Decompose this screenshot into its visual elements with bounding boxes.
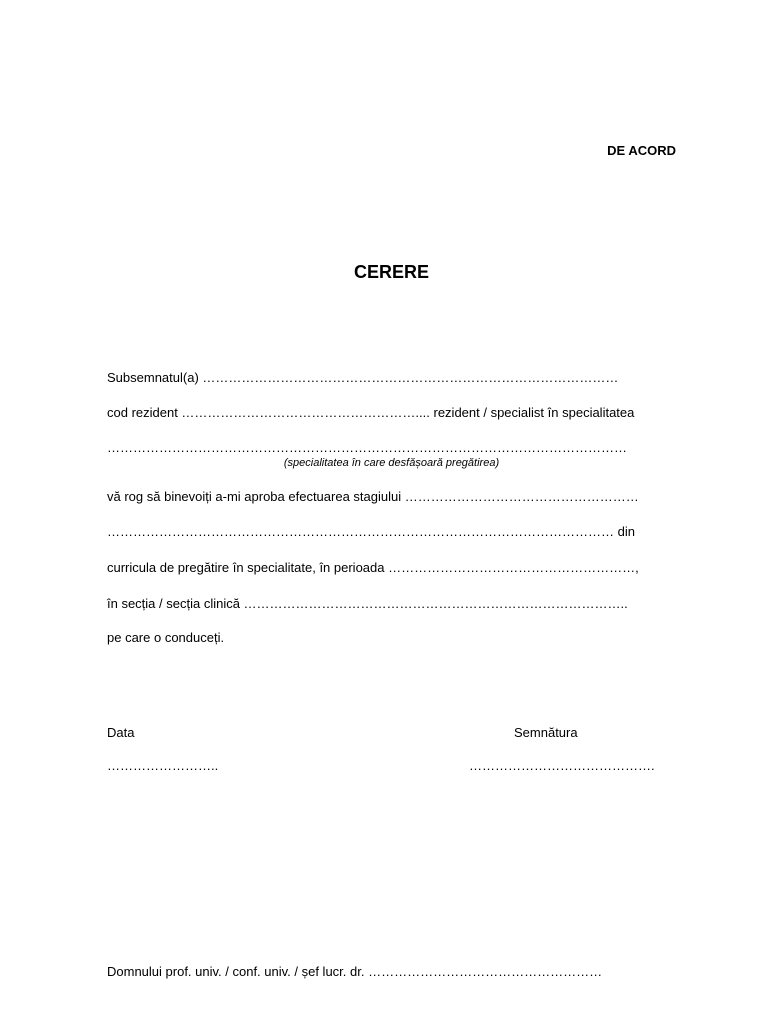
line-cod-rezident: cod rezident ……………………………………………….... rezident / specialist în specialitatea — [107, 405, 635, 420]
line-curricula: curricula de pregătire în specialitate, în perioada …………………………………………………, — [107, 560, 639, 575]
document-title: CERERE — [353, 262, 429, 282]
signature-dots: ……………………………………. — [469, 758, 655, 773]
signature-label: Semnătura — [514, 725, 578, 740]
line-stagiu-dots: ……………………………………………………………………………………………………… din — [107, 524, 635, 539]
date-label: Data — [107, 725, 135, 740]
line-sectia: în secția / secția clinică …………………………………………………………………………….. — [107, 596, 628, 611]
date-dots: …………………….. — [107, 758, 219, 773]
approval-label: DE ACORD — [607, 143, 676, 158]
addressee-line: Domnului prof. univ. / conf. univ. / șef lucr. dr. ……………………………………………… — [107, 964, 603, 979]
line-conduceti: pe care o conduceți. — [107, 630, 225, 645]
line-subsemnatul: Subsemnatul(a) …………………………………………………………………………………… — [107, 370, 619, 385]
line-specialitate-dots: ………………………………………………………………………………………………………… — [107, 440, 627, 455]
line-stagiu: vă rog să binevoiți a-mi aproba efectuarea stagiului ……………………………………………… — [107, 489, 639, 504]
specialitate-note: (specialitatea în care desfășoară pregătirea) — [283, 457, 500, 469]
